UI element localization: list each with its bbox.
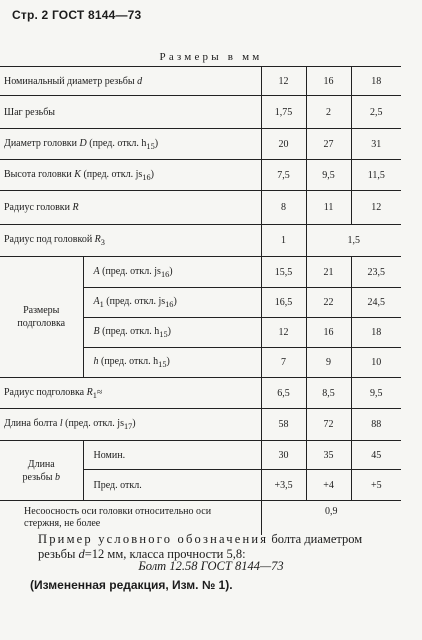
table-cell: 11,5: [351, 160, 401, 191]
table-cell: 2: [306, 96, 351, 129]
table-cell: 27: [306, 129, 351, 160]
table-cell: 7,5: [261, 160, 306, 191]
table-cell: 16: [306, 67, 351, 96]
row-label: Радиус под головкой $R_3$: [0, 225, 261, 257]
table-row: [0, 191, 401, 225]
table-row: [0, 378, 401, 409]
table-row: [0, 257, 401, 288]
table-cell: 2,5: [351, 96, 401, 129]
row-label: B (пред. откл. $h_{15}$): [83, 318, 261, 348]
table-cell: 10: [351, 348, 401, 378]
table-cell: 22: [306, 288, 351, 318]
table-cell: 16,5: [261, 288, 306, 318]
table-cell: 31: [351, 129, 401, 160]
table-row: [0, 160, 401, 191]
table-row: [0, 67, 401, 96]
table-cell: 24,5: [351, 288, 401, 318]
table-cell: 20: [261, 129, 306, 160]
row-label: $A_1$ (пред. откл. $js_{16}$): [83, 288, 261, 318]
table-cell: 72: [306, 409, 351, 441]
designation-example: Пример условного обозначения болта диаметром резьбы d=12 мм, класса прочности 5,8:: [38, 532, 363, 561]
table-cell: 9,5: [306, 160, 351, 191]
table-row: [0, 409, 401, 441]
table-cell: +5: [351, 470, 401, 501]
table-cell: 18: [351, 67, 401, 96]
table-cell: 45: [351, 441, 401, 470]
row-label: A (пред. откл. $js_{16}$): [83, 257, 261, 288]
table-row: [0, 501, 401, 535]
table-cell: 30: [261, 441, 306, 470]
row-label: Несоосность оси головки относительно оси стержня, не более: [0, 501, 261, 535]
table-cell: 7: [261, 348, 306, 378]
row-label: Номин.: [83, 441, 261, 470]
table-cell: 12: [351, 191, 401, 225]
table-cell: 18: [351, 318, 401, 348]
table-cell: 35: [306, 441, 351, 470]
designation-formula: Болт 12.58 ГОСТ 8144—73: [138, 559, 284, 573]
table-cell: 8,5: [306, 378, 351, 409]
row-label: h (пред. откл. $h_{15}$): [83, 348, 261, 378]
thread-length-group-label: Длина резьбы b: [0, 441, 83, 501]
table-cell: +4: [306, 470, 351, 501]
table-cell: 23,5: [351, 257, 401, 288]
row-label: Диаметр головки D (пред. откл. $h_{15}$): [0, 129, 261, 160]
table-cell: 58: [261, 409, 306, 441]
page-header: Стр. 2 ГОСТ 8144—73: [12, 8, 142, 22]
table-cell: +3,5: [261, 470, 306, 501]
row-label: Высота головки K (пред. откл. $js_{16}$): [0, 160, 261, 191]
table-row: [0, 441, 401, 470]
table-cell-merged: 1,5: [306, 225, 401, 257]
table-cell-merged: 0,9: [261, 501, 401, 535]
table-cell: 16: [306, 318, 351, 348]
row-label: Радиус подголовка $R_1\approx$: [0, 378, 261, 409]
row-label: Шаг резьбы: [0, 96, 261, 129]
table-cell: 6,5: [261, 378, 306, 409]
table-row: [0, 96, 401, 129]
table-cell: 8: [261, 191, 306, 225]
table-cell: 88: [351, 409, 401, 441]
subhead-group-label: Размеры подголовка: [0, 257, 83, 378]
table-cell: 9: [306, 348, 351, 378]
row-label: Длина болта l (пред. откл. $js_{17}$): [0, 409, 261, 441]
table-cell: 15,5: [261, 257, 306, 288]
table-caption: Размеры в мм: [159, 51, 263, 63]
table-row: [0, 129, 401, 160]
table-cell: 11: [306, 191, 351, 225]
table-cell: 21: [306, 257, 351, 288]
table-cell: 1: [261, 225, 306, 257]
table-cell: 1,75: [261, 96, 306, 129]
table-cell: 12: [261, 318, 306, 348]
table-row: [0, 225, 401, 257]
dimensions-table: [0, 66, 401, 535]
row-label: Пред. откл.: [83, 470, 261, 501]
amendment-note: (Измененная редакция, Изм. № 1).: [30, 578, 233, 592]
row-label: Номинальный диаметр резьбы d: [0, 67, 261, 96]
row-label: Радиус головки R: [0, 191, 261, 225]
table-cell: 9,5: [351, 378, 401, 409]
table-cell: 12: [261, 67, 306, 96]
